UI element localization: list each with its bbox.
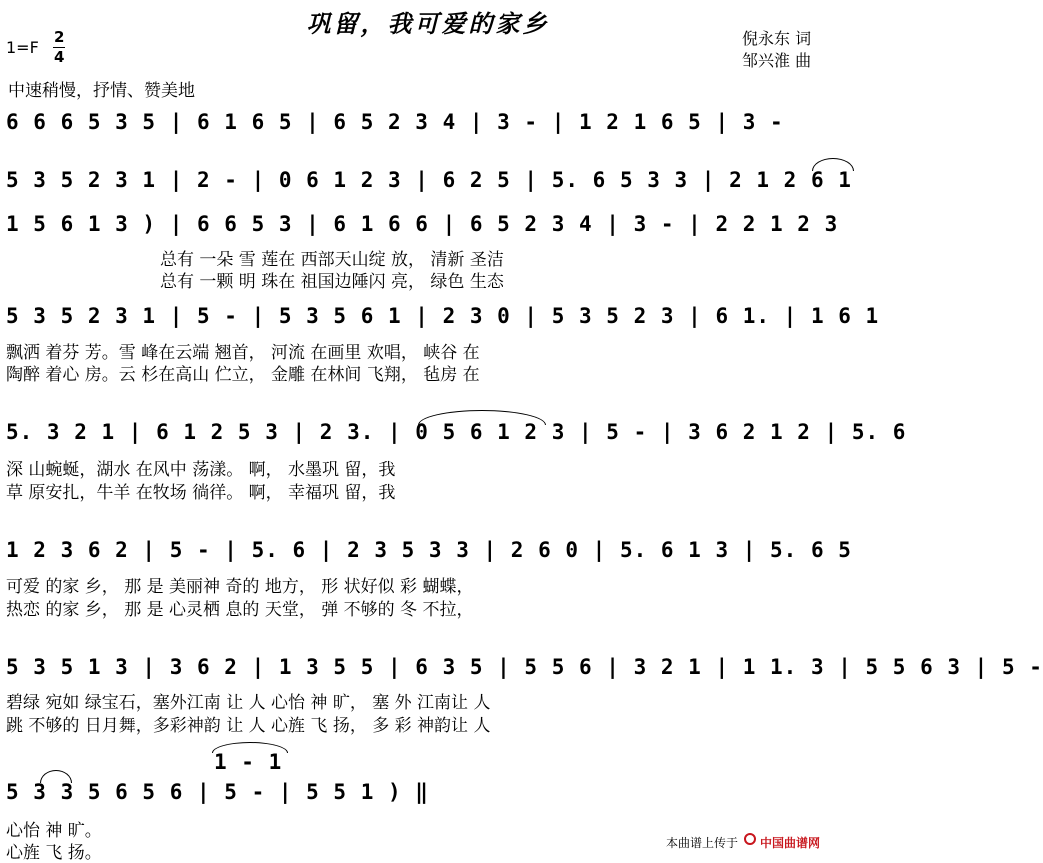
notation-line-7: 5 3 5 1 3 | 3 6 2 | 1 3 5 5 | 6 3 5 | 5 5 6 | 3 2 1 | 1 1. 3 | 5 5 6 3 | 5 -	[6, 655, 1043, 679]
lyrics-line-8-verse-1: 心怡 神 旷。	[6, 821, 102, 841]
lyrics-line-8-verse-2: 心旌 飞 扬。	[6, 843, 102, 863]
key-signature: 1=F	[6, 38, 39, 57]
lyrics-line-3-verse-2: 总有 一颗 明 珠在 祖国边陲闪 亮， 绿色 生态	[160, 272, 504, 292]
lyricist-credit: 倪永东 词	[742, 29, 812, 48]
time-signature-bottom: 4	[54, 48, 65, 66]
notation-line-2: 5 3 5 2 3 1 | 2 - | 0 6 1 2 3 | 6 2 5 | 5. 6 5 3 3 | 2 1 2 6 1	[6, 168, 852, 192]
volta-notation: 1 - 1	[214, 750, 283, 774]
lyrics-line-3-verse-1: 总有 一朵 雪 莲在 西部天山绽 放， 清新 圣洁	[160, 250, 504, 270]
site-logo-icon	[744, 833, 756, 845]
lyrics-line-7-verse-2: 跳 不够的 日月舞，多彩神韵 让 人 心旌 飞 扬， 多 彩 神韵让 人	[6, 716, 491, 736]
lyrics-line-5-verse-1: 深 山蜿蜒，湖水 在风中 荡漾。 啊， 水墨巩 留，我	[6, 460, 396, 480]
site-logo-text: 中国曲谱网	[760, 836, 821, 850]
notation-line-1: 6 6 6 5 3 5 | 6 1 6 5 | 6 5 2 3 4 | 3 - | 1 2 1 6 5 | 3 -	[6, 110, 784, 134]
notation-line-8: 5 3 3 5 6 5 6 | 5 - | 5 5 1 ) ‖	[6, 780, 429, 804]
volta-slur	[212, 742, 288, 753]
slur-arc	[40, 770, 72, 783]
lyrics-line-4-verse-1: 飘洒 着芬 芳。雪 峰在云端 翘首， 河流 在画里 欢唱， 峡谷 在	[6, 343, 480, 363]
time-signature-top: 2	[54, 28, 65, 46]
score-title: 巩留，我可爱的家乡	[306, 10, 550, 38]
lyrics-line-6-verse-2: 热恋 的家 乡， 那 是 心灵栖 息的 天堂， 弹 不够的 冬 不拉，	[6, 600, 474, 620]
notation-line-5: 5. 3 2 1 | 6 1 2 5 3 | 2 3. | 0 5 6 1 2 3 | 5 - | 3 6 2 1 2 | 5. 6	[6, 420, 907, 444]
tempo-marking: 中速稍慢，抒情、赞美地	[8, 81, 195, 101]
composer-credit: 邹兴淮 曲	[742, 51, 812, 70]
lyrics-line-4-verse-2: 陶醉 着心 房。云 杉在高山 伫立， 金雕 在林间 飞翔， 毡房 在	[6, 365, 480, 385]
upload-note: 本曲谱上传于	[666, 836, 739, 850]
lyrics-line-7-verse-1: 碧绿 宛如 绿宝石，塞外江南 让 人 心怡 神 旷， 塞 外 江南让 人	[6, 693, 491, 713]
tie-arc	[812, 158, 854, 171]
lyrics-line-5-verse-2: 草 原安扎，牛羊 在牧场 徜徉。 啊， 幸福巩 留，我	[6, 483, 396, 503]
notation-line-6: 1 2 3 6 2 | 5 - | 5. 6 | 2 3 5 3 3 | 2 6 0 | 5. 6 1 3 | 5. 6 5	[6, 538, 852, 562]
slur-arc	[418, 410, 546, 425]
notation-line-4: 5 3 5 2 3 1 | 5 - | 5 3 5 6 1 | 2 3 0 | 5 3 5 2 3 | 6 1. | 1 6 1	[6, 304, 880, 328]
notation-line-3: 1 5 6 1 3 ) | 6 6 5 3 | 6 1 6 6 | 6 5 2 3 4 | 3 - | 2 2 1 2 3	[6, 212, 839, 236]
lyrics-line-6-verse-1: 可爱 的家 乡， 那 是 美丽神 奇的 地方， 形 状好似 彩 蝴蝶，	[6, 577, 474, 597]
